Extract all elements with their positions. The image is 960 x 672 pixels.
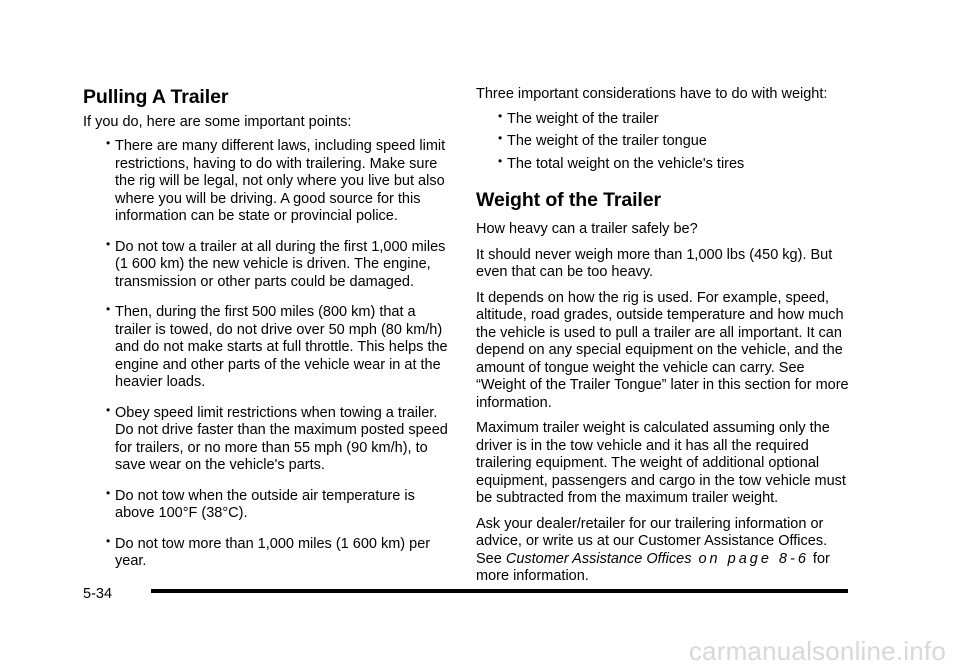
section-heading-weight-of-the-trailer: Weight of the Trailer	[476, 189, 661, 211]
list-item: • Then, during the first 500 miles (800 km) that a trailer is towed, do not drive over 50 mph (80 km/h) and do not make starts at full throttle. This helps the engine and other parts of the vehicle wear in at the heavier loads.	[106, 302, 448, 390]
bullet-icon: •	[106, 236, 111, 251]
bullet-icon: •	[106, 402, 111, 417]
paragraph: It depends on how the rig is used. For example, speed, altitude, road grades, outside temperature and how much the vehicle is used to pull a trailer are all important. It can depend on any special equipment on the vehicle, and the amount of tongue weight the vehicle can carry. See “Weight of the Trailer Tongue” later in this section for more information.	[476, 289, 849, 411]
list-item: • Do not tow when the outside air temperature is above 100°F (38°C).	[106, 485, 415, 521]
bullet-icon: •	[498, 131, 503, 145]
weight-considerations-lead: Three important considerations have to do with weight:	[476, 86, 828, 102]
paragraph: Maximum trailer weight is calculated assuming only the driver is in the tow vehicle and it has all the required trailering equipment. The weight of additional optional equipment, passengers and cargo in the tow vehicle must be subtracted from the maximum trailer weight.	[476, 420, 846, 506]
trailer-points-list	[83, 138, 453, 584]
footer-rule	[151, 589, 848, 593]
list-item: • Obey speed limit restrictions when towing a trailer. Do not drive faster than the maximum posted speed for trailers, or no more than 55 mph (90 km/h), to save wear on the vehicle's parts.	[106, 402, 448, 473]
section-heading-pulling-a-trailer: Pulling A Trailer	[83, 86, 229, 108]
right-stack	[476, 86, 856, 594]
weight-considerations-list	[476, 108, 856, 174]
list-item: • There are many different laws, including speed limit restrictions, having to do with trailering. Make sure the rig will be legal, not only where you live but also where you will be driving. A good source for this information can be state or provincial police.	[106, 136, 446, 224]
cross-reference-page[interactable]: on page 8-6	[691, 550, 809, 567]
bullet-icon: •	[498, 108, 503, 123]
list-item: • The weight of the trailer	[498, 108, 659, 127]
list-item: • The total weight on the vehicle's tires	[498, 153, 745, 172]
list-item: • Do not tow more than 1,000 miles (1 600 km) per year.	[106, 533, 431, 569]
bullet-icon: •	[106, 485, 111, 500]
list-item: • Do not tow a trailer at all during the first 1,000 miles (1 600 km) the new vehicle is driven. The engine, transmission or other parts could be damaged.	[106, 236, 446, 290]
bullet-icon: •	[106, 136, 111, 150]
paragraph: It should never weigh more than 1,000 lbs (450 kg). But even that can be too heavy.	[476, 246, 833, 280]
page-number: 5-34	[83, 586, 113, 602]
watermark: carmanualsonline.info	[688, 636, 946, 666]
bullet-icon: •	[106, 533, 111, 548]
list-item: • The weight of the trailer tongue	[498, 131, 707, 149]
paragraph-dealer-info: Ask your dealer/retailer for our trailering information or advice, or write us at our Customer Assistance Offices. See Customer Assistance Offices on page 8-6 for more information.	[476, 515, 830, 584]
intro-text: If you do, here are some important points:	[83, 114, 352, 130]
cross-reference-link[interactable]: Customer Assistance Offices	[505, 550, 692, 567]
paragraph: How heavy can a trailer safely be?	[476, 221, 698, 237]
bullet-icon: •	[106, 302, 111, 316]
bullet-icon: •	[498, 153, 503, 168]
